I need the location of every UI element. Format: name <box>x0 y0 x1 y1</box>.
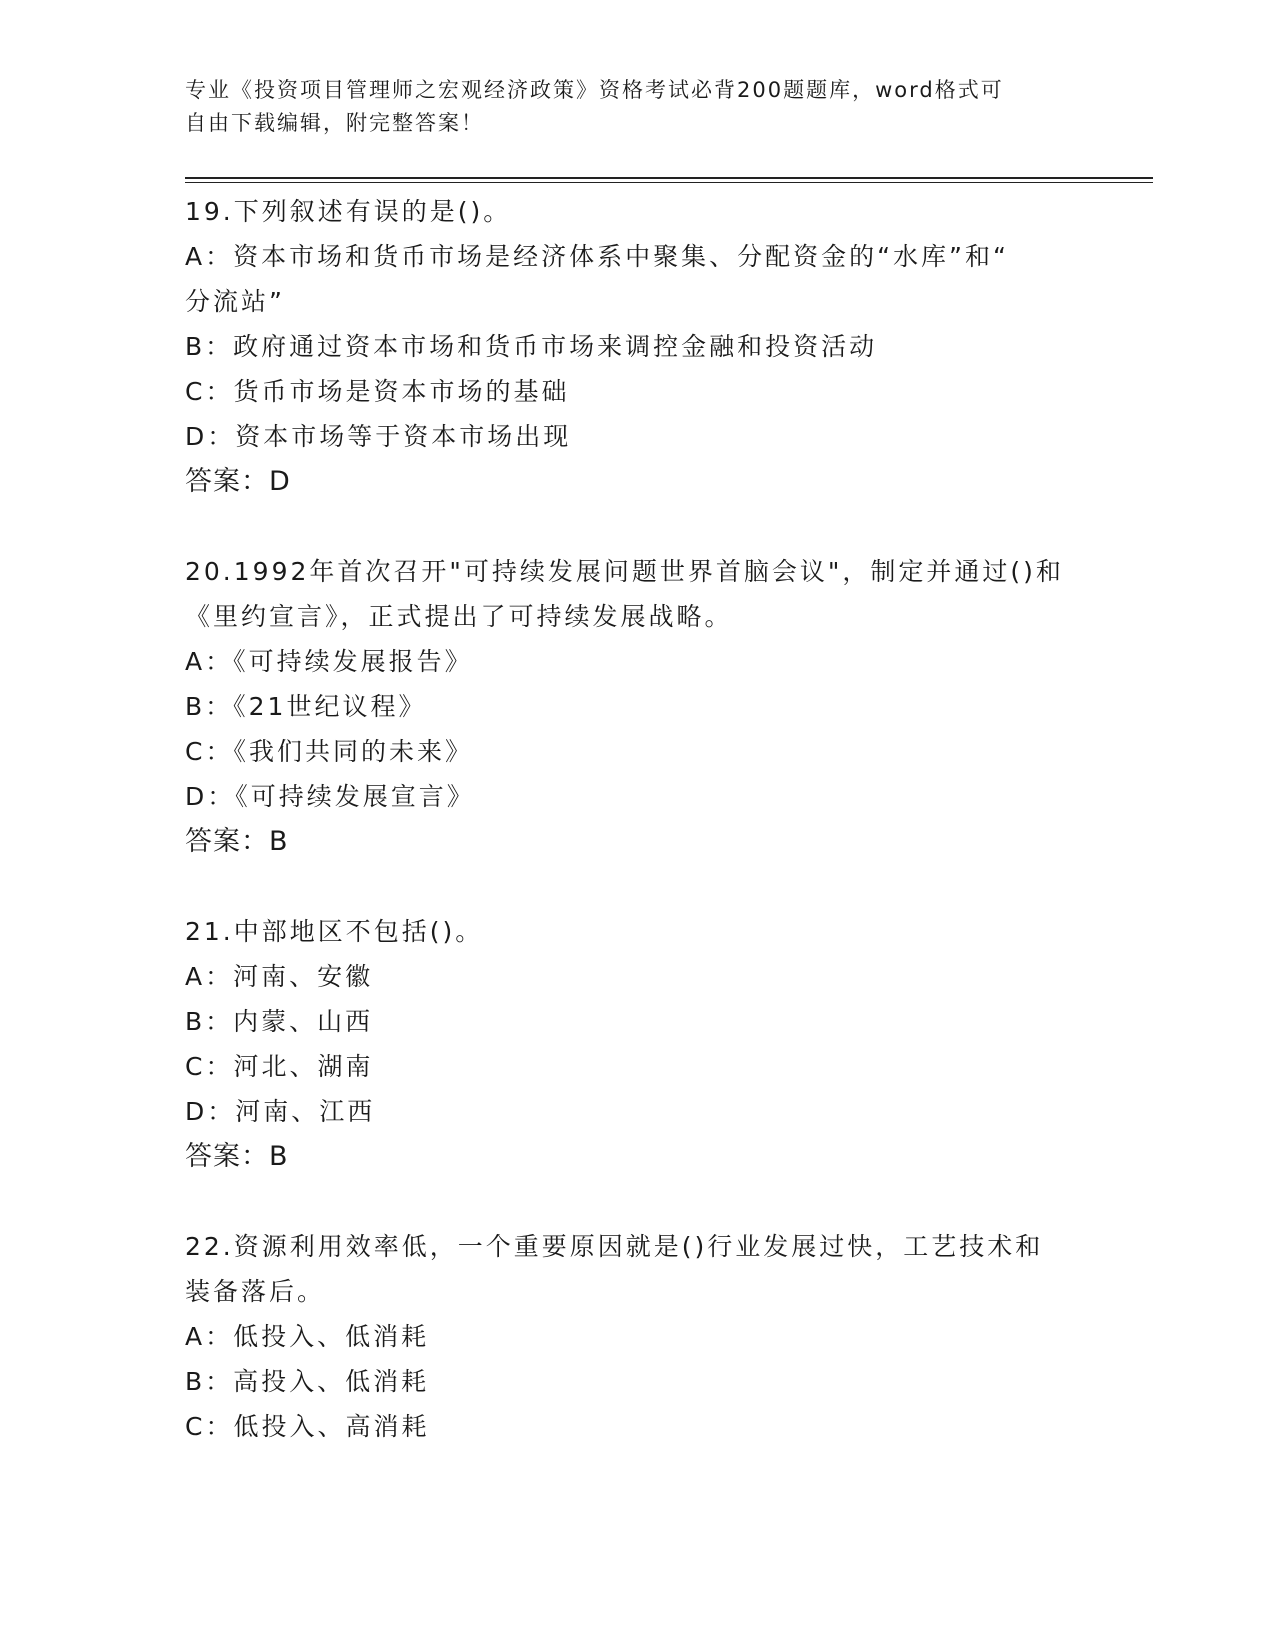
option-d: D：河南、江西 <box>185 1097 376 1126</box>
header-divider <box>185 177 1153 179</box>
option-c: C：《我们共同的未来》 <box>185 737 473 766</box>
option-a: A：《可持续发展报告》 <box>185 647 473 676</box>
header-divider-thin <box>185 182 1153 183</box>
question-block <box>185 909 1085 1179</box>
question-list <box>185 189 1085 1449</box>
document-header <box>185 74 1085 140</box>
option-c: C：货币市场是资本市场的基础 <box>185 377 570 406</box>
question-stem: 22.资源利用效率低，一个重要原因就是()行业发展过快，工艺技术和 <box>185 1232 1044 1261</box>
question-stem: 20.1992年首次召开"可持续发展问题世界首脑会议"，制定并通过()和 <box>185 557 1064 586</box>
question-stem-continued: 《里约宣言》，正式提出了可持续发展战略。 <box>185 602 733 631</box>
question-stem-continued: 装备落后。 <box>185 1277 326 1306</box>
option-c: C：低投入、高消耗 <box>185 1412 430 1441</box>
answer-line: 答案：B <box>185 1141 289 1172</box>
question-block <box>185 189 1085 504</box>
option-b: B：内蒙、山西 <box>185 1007 374 1036</box>
option-a-continued: 分流站” <box>185 287 285 316</box>
header-line-2: 自由下载编辑，附完整答案！ <box>185 111 484 135</box>
question-block <box>185 549 1085 864</box>
option-a: A：低投入、低消耗 <box>185 1322 430 1351</box>
option-d: D：《可持续发展宣言》 <box>185 782 475 811</box>
option-b: B：政府通过资本市场和货币市场来调控金融和投资活动 <box>185 332 878 361</box>
header-line-1: 专业《投资项目管理师之宏观经济政策》资格考试必背200题题库，word格式可 <box>185 78 1004 102</box>
option-a: A：资本市场和货币市场是经济体系中聚集、分配资金的“水库”和“ <box>185 242 1009 271</box>
option-a: A：河南、安徽 <box>185 962 374 991</box>
question-stem: 19.下列叙述有误的是()。 <box>185 197 512 226</box>
spacer <box>185 504 1085 549</box>
answer-line: 答案：D <box>185 466 291 497</box>
option-b: B：《21世纪议程》 <box>185 692 427 721</box>
answer-line: 答案：B <box>185 826 289 857</box>
question-stem: 21.中部地区不包括()。 <box>185 917 484 946</box>
option-c: C：河北、湖南 <box>185 1052 374 1081</box>
spacer <box>185 1179 1085 1224</box>
spacer <box>185 864 1085 909</box>
question-block <box>185 1224 1085 1449</box>
option-d: D：资本市场等于资本市场出现 <box>185 422 572 451</box>
option-b: B：高投入、低消耗 <box>185 1367 430 1396</box>
